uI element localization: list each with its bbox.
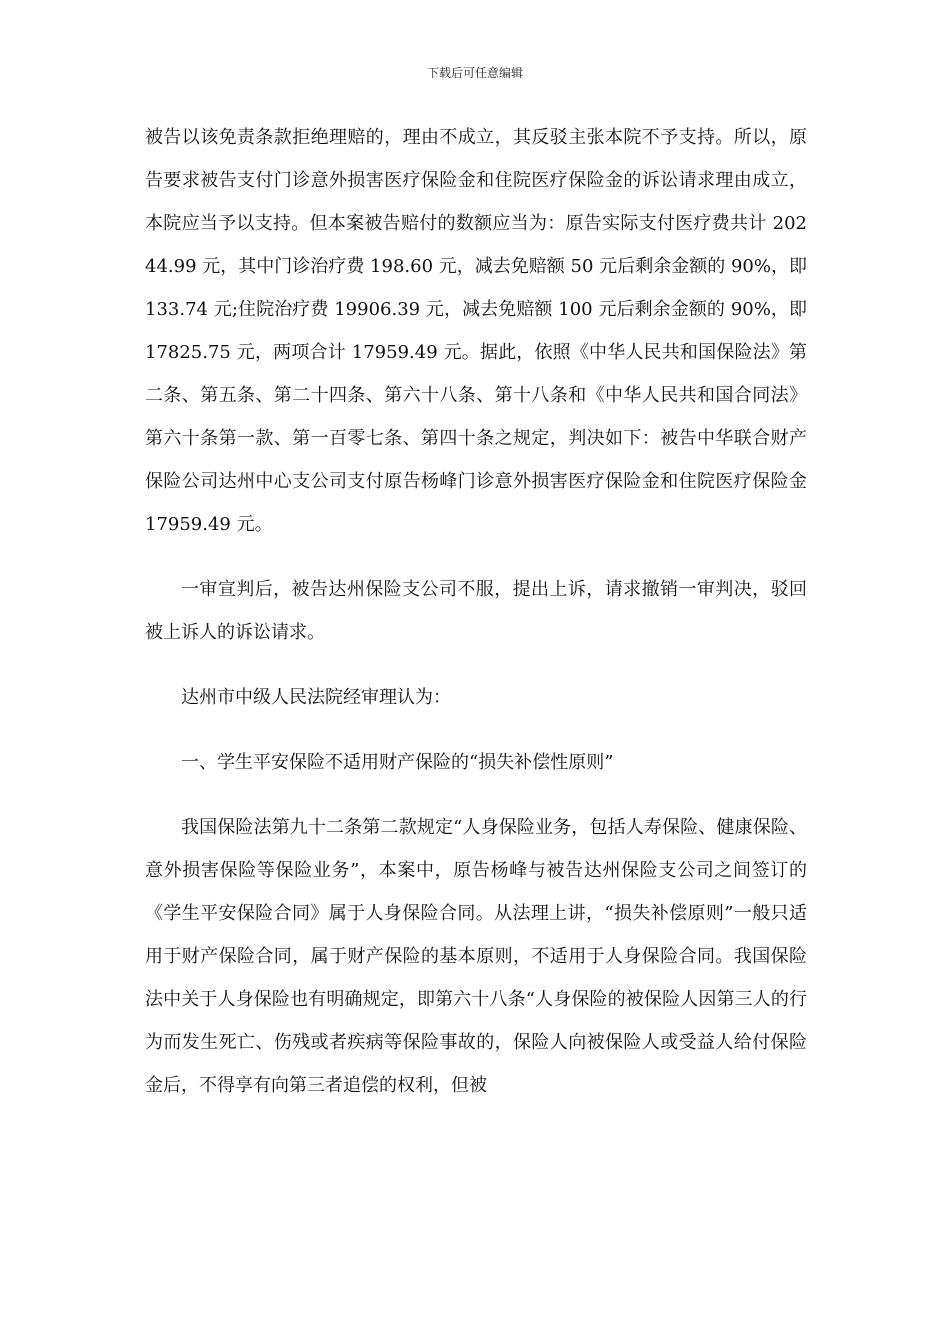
paragraph-judgment-continued: 被告以该免责条款拒绝理赔的，理由不成立，其反驳主张本院不予支持。所以，原告要求被告支付门诊意外损害医疗保险金和住院医疗保险金的诉讼请求理由成立，本院应当予以支持。但本案被告赔付的数额应当为：原告实际支付医疗费共计 20244.99 元，其中门诊治疗费 198.60 元，减去免赔额 50 元后剩余金额的 90%，即 133.74 元;住院治疗费 19906.39 元，减去免赔额 100 元后剩余金额的 90%，即 17825.75 元，两项合计 17959.49 元。据此，依照《中华人民共和国保险法》第二条、第五条、第二十四条、第六十八条、第十八条和《中华人民共和国合同法》第六十条第一款、第一百零七条、第四十条之规定，判决如下：被告中华联合财产保险公司达州中心支公司支付原告杨峰门诊意外损害医疗保险金和住院医疗保险金 17959.49 元。 — [145, 127, 807, 535]
paragraph-legal-analysis: 我国保险法第九十二条第二款规定“人身保险业务，包括人寿保险、健康保险、意外损害保险等保险业务”，本案中，原告杨峰与被告达州保险支公司之间签订的《学生平安保险合同》属于人身保险合同。从法理上讲，“损失补偿原则”一般只适用于财产保险合同，属于财产保险的基本原则，不适用于人身保险合同。我国保险法中关于人身保险也有明确规定，即第六十八条“人身保险的被保险人因第三人的行为而发生死亡、伤残或者疾病等保险事故的，保险人向被保险人或受益人给付保险金后，不得享有向第三者追偿的权利，但被 — [145, 817, 807, 1096]
page-header-note: 下载后可任意编辑 — [426, 66, 523, 80]
paragraph-section-heading: 一、学生平安保险不适用财产保险的“损失补偿性原则” — [181, 752, 614, 773]
document-body — [145, 116, 807, 1107]
paragraph-appeal: 一审宣判后，被告达州保险支公司不服，提出上诉，请求撤销一审判决，驳回被上诉人的诉讼请求。 — [145, 579, 807, 643]
paragraph-court-opinion-intro: 达州市中级人民法院经审理认为： — [181, 687, 451, 708]
